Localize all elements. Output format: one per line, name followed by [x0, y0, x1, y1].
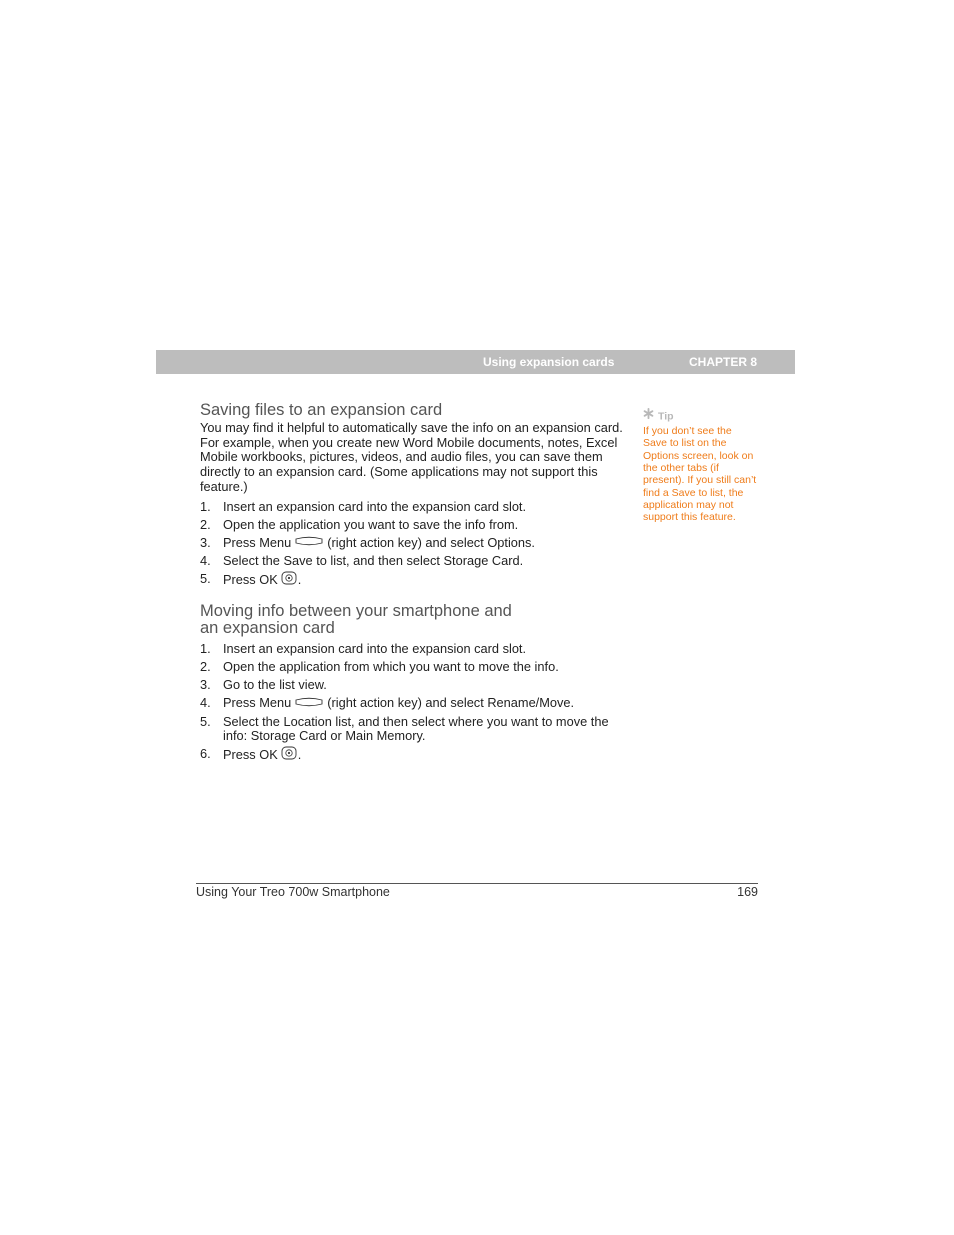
step-item: 2. Open the application from which you want to move the info. — [200, 659, 559, 675]
step-item: 6. Press OK . — [200, 745, 302, 762]
section2-steps — [200, 642, 625, 764]
footer-book-title: Using Your Treo 700w Smartphone — [196, 885, 390, 899]
tip-heading — [643, 409, 758, 424]
asterisk-tip-icon — [643, 408, 654, 423]
tip-sidebar — [643, 409, 758, 524]
section2 — [200, 603, 625, 764]
main-content — [200, 402, 625, 768]
ok-key-icon — [281, 571, 297, 588]
footer-divider — [196, 883, 758, 884]
section1-heading: Saving files to an expansion card — [200, 401, 443, 419]
step-item: 5. Select the Location list, and then select where you want to move the info: Storage Card or Main Memory. — [200, 713, 609, 743]
tip-label: Tip — [658, 410, 674, 423]
header-chapter-label: CHAPTER 8 — [689, 355, 758, 369]
step-item: 3. Press Menu (right action key) and select Options. — [200, 534, 535, 550]
step-item: 5. Press OK . — [200, 571, 302, 588]
section2-heading: Moving info between your smartphone and an expansion card — [200, 602, 512, 638]
section1-intro: You may find it helpful to automatically save the info on an expansion card. For example, when you create new Word Mobile documents, notes, Excel Mobile workbooks, pictures, videos, and audio files, you can save them directly to an expansion card. (Some applications may not support this feature.) — [200, 420, 623, 494]
header-section-title: Using expansion cards — [483, 355, 615, 369]
menu-key-icon — [294, 696, 324, 710]
step-item: 4. Press Menu (right action key) and select Rename/Move. — [200, 695, 575, 711]
tip-text: If you don’t see the Save to list on the Options screen, look on the other tabs (if present). If you still can’t find a Save to list, the application may not support this feature. — [643, 425, 757, 524]
menu-key-icon — [294, 535, 324, 549]
step-item: 4. Select the Save to list, and then select Storage Card. — [200, 553, 524, 569]
step-item: 1. Insert an expansion card into the expansion card slot. — [200, 641, 527, 657]
ok-key-icon — [281, 746, 297, 763]
chapter-header-bar — [156, 350, 795, 374]
step-item: 3. Go to the list view. — [200, 677, 327, 693]
step-item: 1. Insert an expansion card into the expansion card slot. — [200, 498, 527, 514]
footer-page-number: 169 — [737, 885, 758, 899]
section1-steps — [200, 500, 625, 590]
step-item: 2. Open the application you want to save the info from. — [200, 516, 519, 532]
